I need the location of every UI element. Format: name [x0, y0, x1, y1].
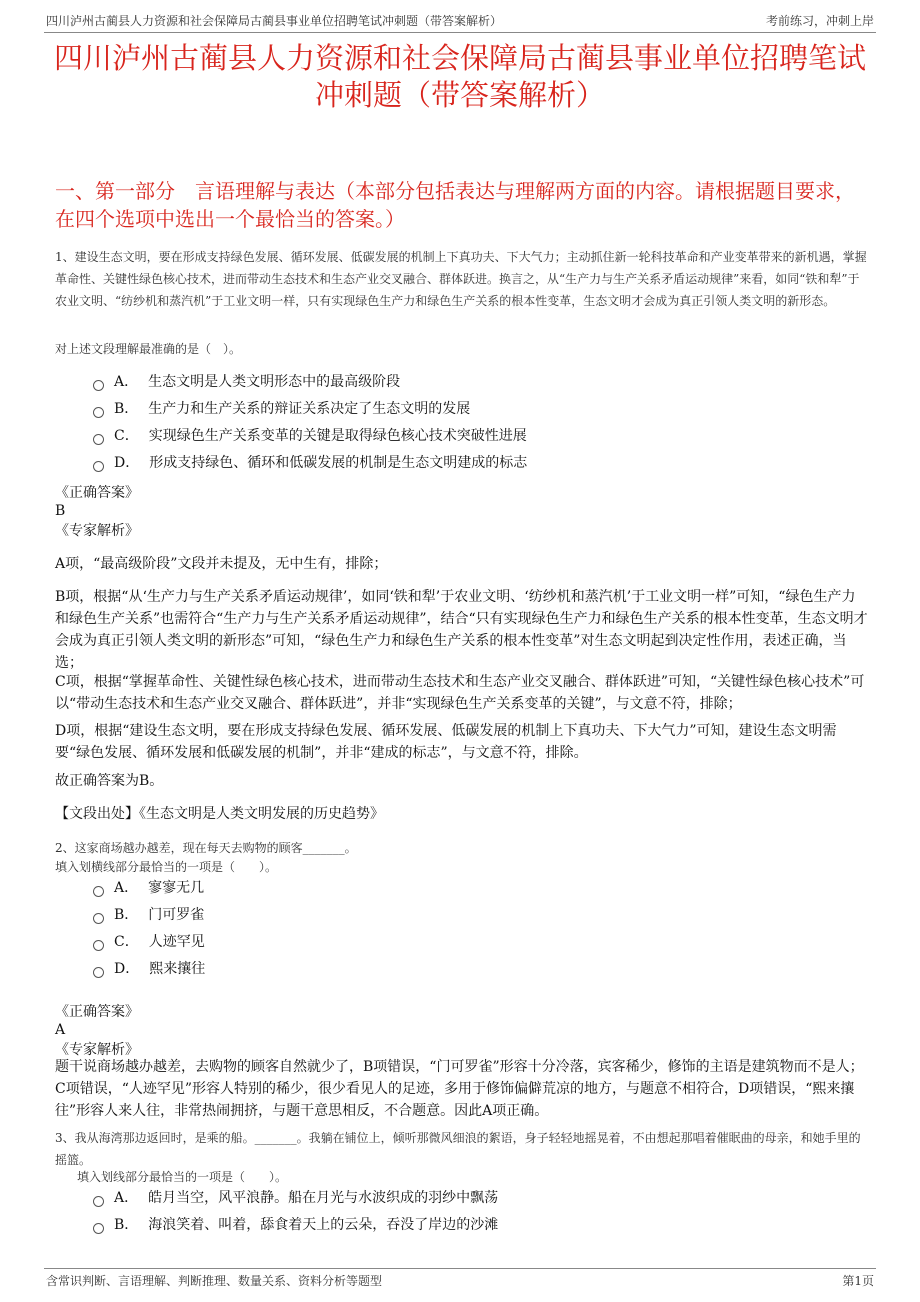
option-letter: D． — [114, 961, 140, 977]
option-text: 海浪笑着、叫着，舔食着天上的云朵，吞没了岸边的沙滩 — [148, 1217, 499, 1233]
option-letter: A． — [114, 1190, 139, 1206]
option-text: 熙来攘往 — [149, 961, 206, 977]
q1-answer-label: 《正确答案》 — [55, 485, 139, 501]
q2-analysis-label: 《专家解析》 — [55, 1042, 139, 1058]
q3-prompt: 填入划线部分最恰当的一项是（ ）。 — [77, 1170, 288, 1184]
radio-icon[interactable] — [93, 380, 104, 391]
q2-stem: 2、这家商场越办越差，现在每天去购物的顾客_______。 — [55, 841, 357, 855]
q3-option-a[interactable] — [93, 1188, 498, 1208]
q2-answer-label: 《正确答案》 — [55, 1004, 139, 1020]
q1-analysis-a: A项，“最高级阶段”文段并未提及，无中生有，排除； — [55, 556, 388, 572]
q2-analysis: 题干说商场越办越差，去购物的顾客自然就少了，B项错误，“门可罗雀”形容十分冷落，宾客稀少，修饰的主语是建筑物而不是人；C项错误，“人迹罕见”形容人特别的稀少，很少看见人的足迹，多用于修饰偏僻荒凉的地方，与题意不相符合，D项错误，“熙来攘往”形容人来人往，非常热闹拥挤，与题干意思相反，不合题意。因此A项正确。 — [55, 1059, 864, 1119]
q1-option-a[interactable] — [93, 372, 400, 392]
option-text: 形成支持绿色、循环和低碳发展的机制是生态文明建成的标志 — [149, 455, 528, 471]
option-text: 实现绿色生产关系变革的关键是取得绿色核心技术突破性进展 — [148, 428, 527, 444]
q2-option-a[interactable] — [93, 878, 204, 898]
q1-analysis-label: 《专家解析》 — [55, 523, 139, 539]
option-letter: B． — [114, 1217, 139, 1233]
q3-stem: 3、我从海湾那边返回时，是乘的船。_______。我躺在铺位上，倾听那微风细浪的絮语，身子轻轻地摇晃着，不由想起那唱着催眠曲的母亲，和她手里的摇篮。 — [55, 1131, 861, 1167]
option-letter: C． — [114, 428, 139, 444]
q2-answer: A — [55, 1022, 66, 1038]
q1-option-c[interactable] — [93, 426, 527, 446]
q1-stem: 1、建设生态文明，要在形成支持绿色发展、循环发展、低碳发展的机制上下真功夫、下大气力；主动抓住新一轮科技革命和产业变革带来的新机遇，掌握革命性、关键性绿色核心技术，进而带动生态技术和生态产业交叉融合、群体跃进。换言之，从“生产力与生产关系矛盾运动规律”来看，如同“铁和犁”于农业文明、“纺纱机和蒸汽机”于工业文明一样，只有实现绿色生产力和绿色生产关系的根本性变革，生态文明才会成为真正引领人类文明的新形态。 — [55, 250, 867, 308]
q2-prompt: 填入划横线部分最恰当的一项是（ ）。 — [55, 860, 278, 874]
radio-icon[interactable] — [93, 1223, 104, 1234]
radio-icon[interactable] — [93, 461, 104, 472]
header-divider — [44, 32, 876, 33]
radio-icon[interactable] — [93, 967, 104, 978]
radio-icon[interactable] — [93, 940, 104, 951]
radio-icon[interactable] — [93, 913, 104, 924]
q1-source: 【文段出处】《生态文明是人类文明发展的历史趋势》 — [55, 806, 384, 822]
q1-answer: B — [55, 503, 66, 519]
option-letter: D． — [114, 455, 140, 471]
option-letter: A． — [114, 880, 139, 896]
radio-icon[interactable] — [93, 886, 104, 897]
page-title: 四川泸州古蔺县人力资源和社会保障局古蔺县事业单位招聘笔试冲刺题（带答案解析） — [53, 41, 866, 112]
radio-icon[interactable] — [93, 434, 104, 445]
q1-prompt: 对上述文段理解最准确的是（ ）。 — [55, 342, 242, 356]
option-letter: B． — [114, 401, 139, 417]
q1-conclusion: 故正确答案为B。 — [55, 773, 164, 789]
page-header-left: 四川泸州古蔺县人力资源和社会保障局古蔺县事业单位招聘笔试冲刺题（带答案解析） — [46, 14, 503, 28]
option-letter: C． — [114, 934, 139, 950]
option-text: 门可罗雀 — [148, 907, 205, 923]
section-heading: 一、第一部分 言语理解与表达（本部分包括表达与理解两方面的内容。请根据题目要求，在四个选项中选出一个最恰当的答案。） — [55, 179, 855, 231]
option-letter: B． — [114, 907, 139, 923]
option-text: 人迹罕见 — [148, 934, 205, 950]
page-header-right: 考前练习，冲刺上岸 — [765, 14, 874, 28]
q1-option-d[interactable] — [93, 453, 527, 473]
option-text: 寥寥无几 — [148, 880, 205, 896]
radio-icon[interactable] — [93, 407, 104, 418]
q1-analysis-b: B项，根据“从‘生产力与生产关系矛盾运动规律’，如同‘铁和犁’于农业文明、‘纺纱机和蒸汽机’于工业文明一样”可知，“绿色生产力和绿色生产关系”也需符合“生产力与生产关系矛盾运动规律”，结合“只有实现绿色生产力和绿色生产关系的根本性变革，生态文明才会成为真正引领人类文明的新形态”可知，“绿色生产力和绿色生产关系的根本性变革”对生态文明起到决定性作用，表述正确，当选； — [55, 589, 868, 671]
q2-option-b[interactable] — [93, 905, 204, 925]
radio-icon[interactable] — [93, 1196, 104, 1207]
q2-option-d[interactable] — [93, 959, 205, 979]
option-text: 皓月当空，风平浪静。船在月光与水波织成的羽纱中飘荡 — [148, 1190, 499, 1206]
page-number: 第1页 — [842, 1274, 874, 1288]
q1-analysis-c: C项，根据“掌握革命性、关键性绿色核心技术，进而带动生态技术和生态产业交叉融合、群体跃进”可知，“关键性绿色核心技术”可以“带动生态技术和生态产业交叉融合、群体跃进”，并非“实现绿色生产关系变革的关键”，与文意不符，排除； — [55, 674, 865, 712]
q1-option-b[interactable] — [93, 399, 470, 419]
q1-analysis-d: D项，根据“建设生态文明，要在形成支持绿色发展、循环发展、低碳发展的机制上下真功夫、下大气力”可知，建设生态文明需要“绿色发展、循环发展和低碳发展的机制”，并非“建成的标志”，与文意不符，排除。 — [55, 723, 837, 761]
option-text: 生产力和生产关系的辩证关系决定了生态文明的发展 — [148, 401, 471, 417]
option-text: 生态文明是人类文明形态中的最高级阶段 — [148, 374, 401, 390]
option-letter: A． — [114, 374, 139, 390]
q3-option-b[interactable] — [93, 1215, 498, 1235]
footer-divider — [44, 1268, 876, 1269]
page-footer-left: 含常识判断、言语理解、判断推理、数量关系、资料分析等题型 — [46, 1274, 383, 1288]
q2-option-c[interactable] — [93, 932, 205, 952]
